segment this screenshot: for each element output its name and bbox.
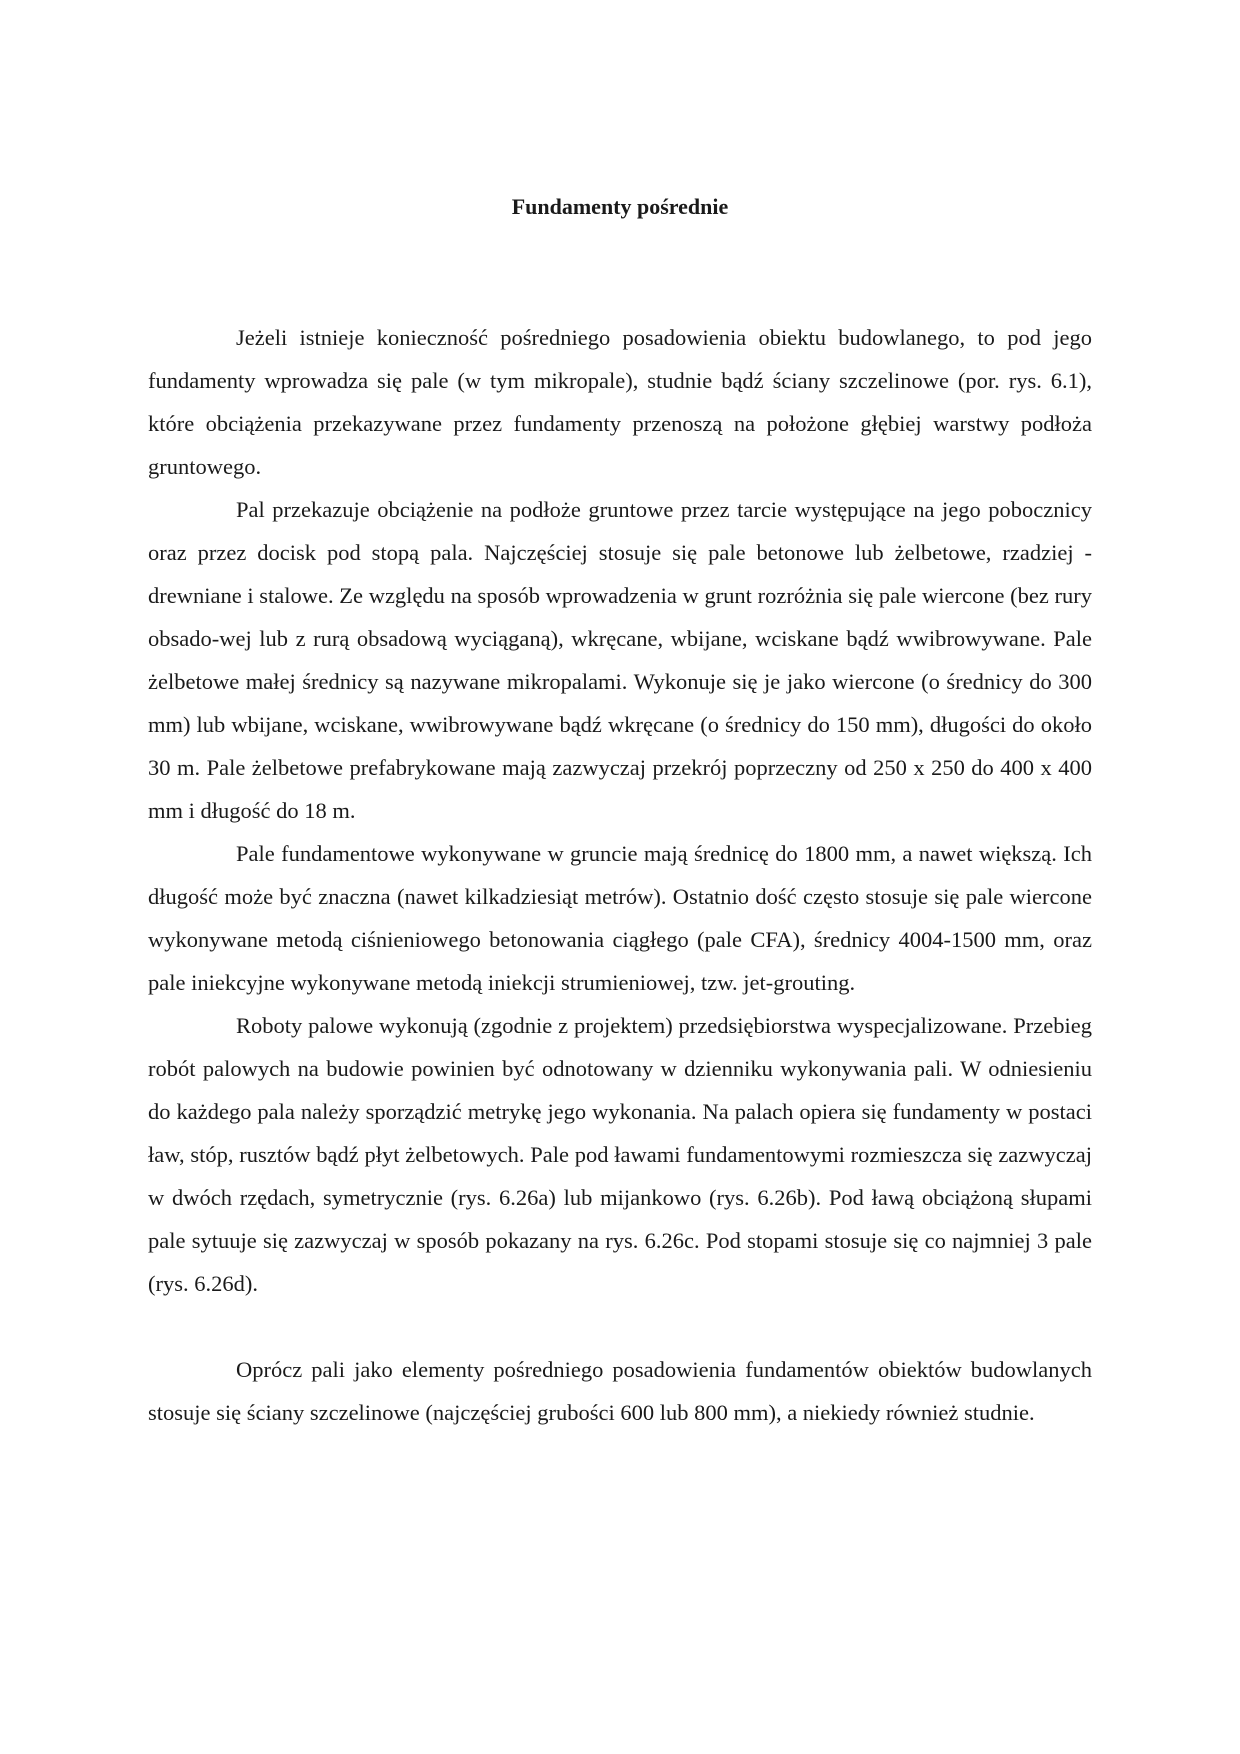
paragraph-intro: Jeżeli istnieje konieczność pośredniego posadowienia obiektu budowlanego, to pod jego fundamenty wprowadza się pale (w tym mikropale), studnie bądź ściany szczelinowe (por. rys. 6.1), które obciążenia przekazywane przez fundamenty przenoszą na położone głębiej warstwy podłoża gruntowego. bbox=[148, 325, 1092, 479]
paragraph-pile-works: Roboty palowe wykonują (zgodnie z projektem) przedsiębiorstwa wyspecjalizowane. Przebieg robót palowych na budowie powinien być odnotowany w dzienniku wykonywania pali. W odniesieniu do każdego pala należy sporządzić metrykę jego wykonania. Na palach opiera się fundamenty w postaci ław, stóp, rusztów bądź płyt żelbetowych. Pale pod ławami fundamentowymi rozmieszcza się zazwyczaj w dwóch rzędach, symetrycznie (rys. 6.26a) lub mijankowo (rys. 6.26b). Pod ławą obciążoną słupami pale sytuuje się zazwyczaj w sposób pokazany na rys. 6.26c. Pod stopami stosuje się co najmniej 3 pale (rys. 6.26d). bbox=[148, 1013, 1092, 1296]
paragraph-other-elements: Oprócz pali jako elementy pośredniego posadowienia fundamentów obiektów budowlanych stosuje się ściany szczelinowe (najczęściej grubości 600 lub 800 mm), a niekiedy również studnie. bbox=[148, 1357, 1092, 1425]
paragraph-pile-dimensions: Pale fundamentowe wykonywane w gruncie mają średnicę do 1800 mm, a nawet większą. Ich długość może być znaczna (nawet kilkadziesiąt metrów). Ostatnio dość często stosuje się pale wiercone wykonywane metodą ciśnieniowego betonowania ciągłego (pale CFA), średnicy 4004-1500 mm, oraz pale iniekcyjne wykonywane metodą iniekcji strumieniowej, tzw. jet-grouting. bbox=[148, 841, 1092, 995]
paragraph-spacer bbox=[148, 1305, 1092, 1348]
document-title: Fundamenty pośrednie bbox=[511, 194, 729, 219]
paragraph-pile-types: Pal przekazuje obciążenie na podłoże gruntowe przez tarcie występujące na jego pobocznicy oraz przez docisk pod stopą pala. Najczęściej stosuje się pale betonowe lub żelbetowe, rzadziej - drewniane i stalowe. Ze względu na sposób wprowadzenia w grunt rozróżnia się pale wiercone (bez rury obsado-wej lub z rurą obsadową wyciąganą), wkręcane, wbijane, wciskane bądź wwibrowywane. Pale żelbetowe małej średnicy są nazywane mikropalami. Wykonuje się je jako wiercone (o średnicy do 300 mm) lub wbijane, wciskane, wwibrowywane bądź wkręcane (o średnicy do 150 mm), długości do około 30 m. Pale żelbetowe prefabrykowane mają zazwyczaj przekrój poprzeczny od 250 x 250 do 400 x 400 mm i długość do 18 m. bbox=[148, 497, 1092, 823]
document-body bbox=[148, 316, 1092, 1434]
